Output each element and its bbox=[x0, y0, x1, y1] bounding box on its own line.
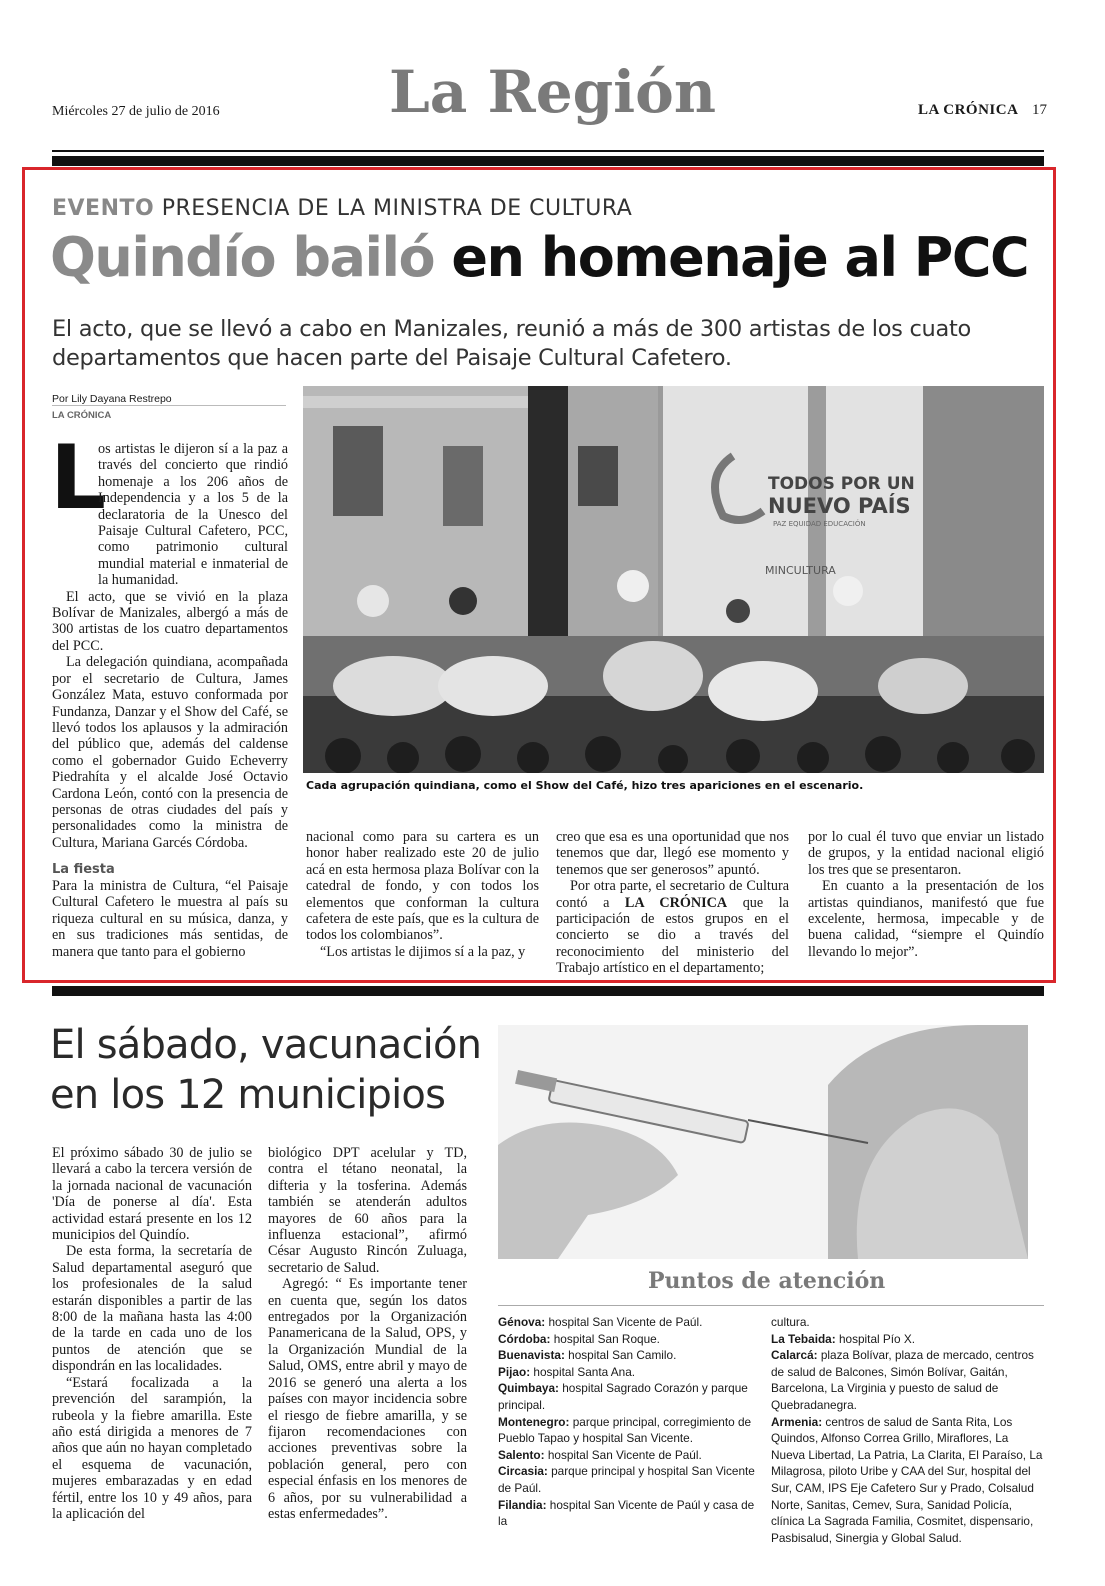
point-item bbox=[498, 1347, 756, 1364]
points-list-right bbox=[771, 1314, 1044, 1546]
point-text: parque principal, corregimiento de Pueblo Tapao y hospital San Vicente. bbox=[498, 1414, 752, 1446]
byline: Por Lily Dayana Restrepo bbox=[52, 393, 172, 405]
point-item bbox=[771, 1347, 1044, 1413]
point-item bbox=[498, 1364, 756, 1381]
paragraph: nacional como para su cartera es un honor haber realizado este 20 de julio acá en esta hermosa plaza Bolívar con la catedral de fondo, y con todos los elementos que conforman la cultura cafetera de este país, que es la cultura de todos los colombianos”. bbox=[306, 829, 539, 944]
point-item bbox=[498, 1331, 756, 1348]
paragraph bbox=[556, 878, 789, 976]
page-number: 17 bbox=[1032, 102, 1047, 118]
article1-column-3 bbox=[556, 829, 789, 977]
point-town: Génova: bbox=[498, 1315, 546, 1329]
points-rule bbox=[498, 1305, 1044, 1306]
point-text: hospital Sagrado Corazón y parque principal. bbox=[498, 1381, 748, 1412]
kicker bbox=[52, 196, 632, 221]
dance-photo bbox=[303, 386, 1044, 773]
point-town: Córdoba: bbox=[498, 1331, 551, 1346]
banner-text-3: PAZ EQUIDAD EDUCACIÓN bbox=[773, 520, 866, 528]
article2-column-2 bbox=[268, 1145, 467, 1522]
point-text: parque principal y hospital San Vicente de Paúl. bbox=[498, 1464, 755, 1495]
point-town: Filandia: bbox=[498, 1497, 547, 1512]
banner-text-4: MINCULTURA bbox=[765, 564, 836, 577]
point-town: Montenegro: bbox=[498, 1414, 570, 1429]
point-town: Calarcá: bbox=[771, 1348, 818, 1363]
point-item bbox=[498, 1380, 756, 1413]
kicker-label: EVENTO bbox=[52, 196, 155, 221]
point-item bbox=[498, 1463, 756, 1496]
photo-caption: Cada agrupación quindiana, como el Show del Café, hizo tres apariciones en el escenario. bbox=[306, 779, 864, 792]
banner-text-1: TODOS POR UN bbox=[768, 474, 915, 494]
deck: El acto, que se llevó a cabo en Manizales, reunió a más de 300 artistas de los cuato departamentos que hacen parte del Paisaje Cultural Cafetero. bbox=[52, 316, 971, 371]
byline-rule bbox=[52, 405, 286, 406]
issue-date: Miércoles 27 de julio de 2016 bbox=[52, 104, 220, 119]
banner-text-2: NUEVO PAÍS bbox=[768, 494, 911, 518]
point-text: hospital San Vicente de Paúl. bbox=[544, 1447, 702, 1462]
paragraph: os artistas le dijeron sí a la paz a través del concierto que rindió homenaje a los 206 años de Independencia y a los 5 de la declaratoria de la Unesco del Paisaje Cultural Cafetero, PCC, como patrimonio cultural mundial material e inmaterial de la humanidad. bbox=[98, 441, 288, 589]
point-item bbox=[498, 1314, 756, 1331]
point-text: hospital San Roque. bbox=[550, 1331, 660, 1346]
point-item bbox=[498, 1414, 756, 1447]
subhead-la-fiesta: La fiesta bbox=[52, 862, 115, 877]
paragraph: “Los artistas le dijimos sí a la paz, y bbox=[320, 943, 526, 960]
point-town: La Tebaida: bbox=[771, 1331, 836, 1346]
vaccine-photo bbox=[498, 1025, 1028, 1259]
headline-line-1: El sábado, vacunación bbox=[50, 1022, 482, 1068]
paragraph: Agregó: “ Es importante tener en cuenta que, según los datos entregados por la Organización Panamericana de la Salud, OPS, y la Organización Mundial de la Salud, OMS, entre abril y mayo de 2016 se generó una alerta a los países con mayor incidencia sobre el riesgo de fiebre amarilla, y se fijaron recomendaciones con acciones preventivas sobre la población general, pero con especial énfasis en los menores de 6 años, por su vulnerabilidad a estas enfermedades”. bbox=[268, 1276, 467, 1522]
paragraph: Para la ministra de Cultura, “el Paisaje Cultural Cafetero le muestra al país su riqueza cultural en su música, danza, y en sus tradiciones más sentidas, de manera que tanto para el gobierno bbox=[52, 878, 288, 960]
paragraph: por lo cual él tuvo que enviar un listado de grupos, y la entidad nacional eligió los tres que se presentaron. bbox=[808, 829, 1044, 878]
headline bbox=[50, 226, 1028, 289]
paragraph: El próximo sábado 30 de julio se llevará a cabo la tercera versión de la jornada nacional de vacunación 'Día de ponerse al día'. Esta actividad estará presente en los 12 municipios del Quindío. bbox=[52, 1145, 252, 1244]
section-title: La Región bbox=[388, 58, 717, 126]
text-run: Por otra parte, el secretario de Cultura contó a bbox=[556, 878, 789, 911]
section-separator bbox=[52, 986, 1044, 996]
article1-column-1 bbox=[52, 441, 288, 851]
headline-line-2: en los 12 municipios bbox=[50, 1072, 446, 1118]
paragraph: La delegación quindiana, acompañada por el secretario de Cultura, James González Mata, estuvo conformada por Fundanza, Danzar y el Show del Café, se llevó todos los aplausos y la admiración del público que, además del caldense como el gobernador Guido Echeverry Piedrahíta y el alcalde José Octavio Cardona León, contó con la presencia de personas de otras ciudades del país y personalidades como la ministra de Cultura, Mariana Garcés Córdoba. bbox=[52, 654, 288, 851]
point-town: Quimbaya: bbox=[498, 1381, 559, 1396]
paragraph: creo que esa es una oportunidad que nos tenemos que dar, llegó ese momento y tenemos que ser generosos” apuntó. bbox=[556, 829, 789, 878]
header-thick-rule bbox=[52, 156, 1044, 166]
points-continuation: cultura. bbox=[771, 1315, 810, 1329]
point-town: Armenia: bbox=[771, 1414, 823, 1429]
vaccine-photo-graphic bbox=[498, 1025, 1028, 1259]
headline-black: en homenaje al PCC bbox=[451, 226, 1029, 289]
point-text: centros de salud de Santa Rita, Los Quindos, Alfonso Correa Grillo, Miraflores, La Nueva Libertad, La Patria, La Clarita, El Paraíso, La Milagrosa, piloto Uribe y CAA del Sur, hospital del Sur, CAM, IPS Eje Cafetero Sur y Prado, Colsalud Norte, Sanitas, Cemev, Sura, Sanidad Policía, clínica La Sagrada Familia, Cosmitet, dispensario, Pasbisalud, Sinergia y Global Salud. bbox=[771, 1414, 1043, 1545]
newspaper-name-inline: LA CRÓNICA bbox=[624, 894, 728, 911]
point-text: plaza Bolívar, plaza de mercado, centros de salud de Balcones, Simón Bolívar, Gaitán, Barcelona, La Virginia y puesto de salud de Quebradanegra. bbox=[771, 1348, 1034, 1412]
headline-gray: Quindío bailó bbox=[50, 226, 435, 289]
point-item bbox=[498, 1497, 756, 1530]
dance-photo-graphic bbox=[303, 386, 1044, 773]
article2-column-1 bbox=[52, 1145, 252, 1522]
point-town: Buenavista: bbox=[498, 1348, 565, 1363]
header-rule bbox=[52, 150, 1044, 152]
point-text: hospital San Vicente de Paúl. bbox=[545, 1315, 703, 1329]
points-title: Puntos de atención bbox=[648, 1268, 886, 1294]
paragraph: En cuanto a la presentación de los artistas quindianos, manifestó que fue excelente, hermosa, impecable y de buena calidad, “siempre el Quindío llevando lo mejor”. bbox=[808, 878, 1044, 960]
article2-headline bbox=[50, 1020, 481, 1120]
point-text: hospital Pío X. bbox=[835, 1331, 916, 1346]
point-town: Salento: bbox=[498, 1447, 545, 1462]
point-item bbox=[498, 1447, 756, 1464]
point-text: hospital San Vicente de Paúl y casa de la bbox=[498, 1497, 755, 1529]
points-list-left bbox=[498, 1314, 756, 1530]
paragraph: “Estará focalizada a la prevención del sarampión, la rubeola y la fiebre amarilla. Este año está dirigida a menores de 7 años que aún no hayan completado el esquema de vacunación, mujeres embarazadas y en edad fértil, entre los 10 y 49 años, para la aplicación del bbox=[52, 1374, 252, 1522]
byline-org: LA CRÓNICA bbox=[52, 410, 112, 421]
kicker-text: PRESENCIA DE LA MINISTRA DE CULTURA bbox=[161, 196, 633, 221]
paragraph: biológico DPT acelular y TD, contra el tétano neonatal, la difteria y la tosferina. Además también se atenderán adultos mayores de 60 años para la influenza estacional”, afirmó César Augusto Rincón Zuluaga, secretario de Salud. bbox=[268, 1145, 467, 1276]
paragraph: El acto, que se vivió en la plaza Bolívar de Manizales, albergó a más de 300 artistas de los cuatro departamentos del PCC. bbox=[52, 588, 288, 654]
paragraph: De esta forma, la secretaría de Salud departamental aseguró que los profesionales de la salud estarán disponibles a partir de las 8:00 de la mañana hasta las 4:00 de la tarde en cada uno de los puntos de atención que se dispondrán en las localidades. bbox=[52, 1243, 252, 1375]
text-run: que la participación de estos grupos en el concierto se dio a través del reconocimiento del ministerio del Trabajo artístico en el departamento; bbox=[556, 894, 789, 977]
point-town: Circasia: bbox=[498, 1464, 548, 1479]
article1-column-4 bbox=[808, 829, 1044, 960]
point-text: hospital San Camilo. bbox=[564, 1348, 677, 1363]
article1-column-2 bbox=[306, 829, 539, 960]
article1-column-1b bbox=[52, 878, 288, 960]
point-town: Pijao: bbox=[498, 1364, 531, 1379]
point-item bbox=[771, 1331, 1044, 1348]
newspaper-name: LA CRÓNICA bbox=[918, 102, 1019, 118]
dropcap: L bbox=[50, 426, 107, 529]
point-item bbox=[771, 1414, 1044, 1547]
point-text: hospital Santa Ana. bbox=[530, 1364, 636, 1379]
